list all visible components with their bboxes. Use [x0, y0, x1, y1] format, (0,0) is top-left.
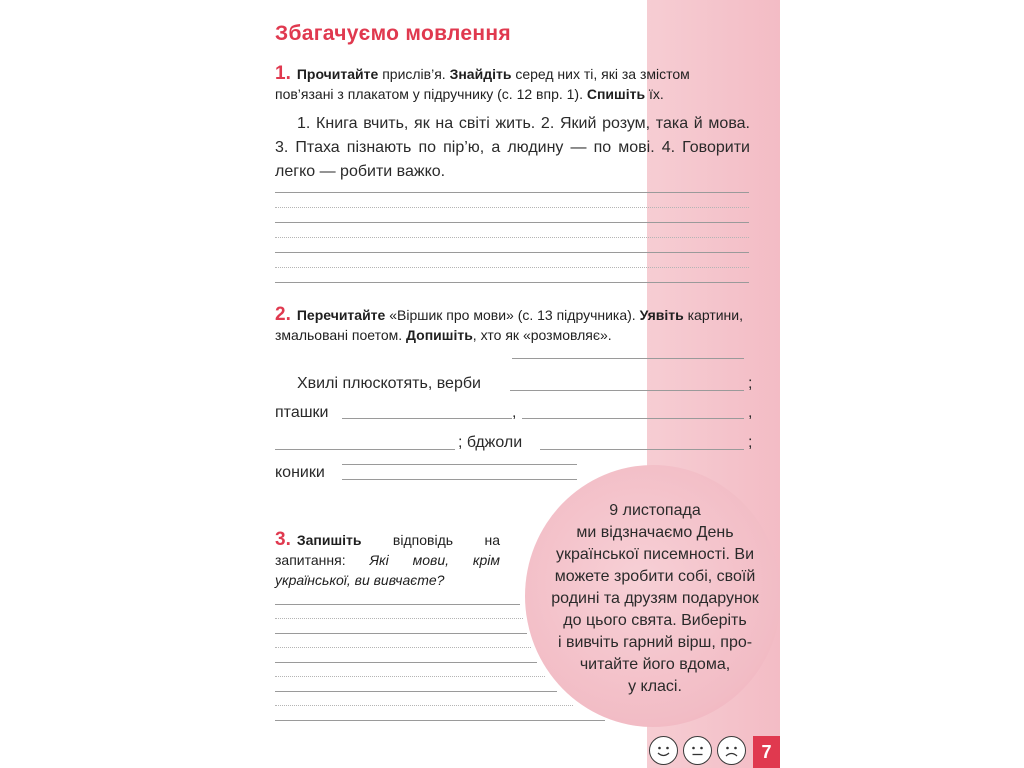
- writing-guide: [275, 207, 749, 208]
- task3-instruction-bold: Запишіть: [296, 532, 362, 548]
- writing-guide: [275, 267, 749, 268]
- self-assessment-faces: [649, 736, 759, 766]
- note-line: 9 листопада: [609, 502, 701, 519]
- line2-start: пташки: [275, 404, 329, 421]
- writing-line[interactable]: [275, 252, 749, 253]
- line2-end: ,: [748, 404, 753, 421]
- instruction-keyword: Допишіть: [406, 327, 473, 343]
- task1-proverbs: 1. Книга вчить, як на світі жить. 2. Який розум, така й мова. 3. Птаха пізнають по пір’ю, а людину — по мові. 4. Говорити легко — робити важко.: [275, 115, 750, 180]
- fill-line[interactable]: [512, 358, 744, 359]
- line3-mid: ; бджоли: [458, 434, 523, 451]
- instruction-text: картини, змальовані поетом.: [275, 307, 743, 343]
- writing-line[interactable]: [275, 222, 749, 223]
- answer-line[interactable]: [275, 633, 527, 634]
- writing-guide: [275, 705, 573, 706]
- line4-start: коники: [275, 464, 325, 481]
- answer-line[interactable]: [275, 691, 557, 692]
- task1-instruction-text: [275, 66, 690, 102]
- note-line: і вивчіть гарний вірш, про-: [557, 634, 753, 651]
- instruction-text: прислів’я.: [378, 66, 450, 82]
- note-line: у класі.: [628, 678, 682, 695]
- instruction-keyword: Уявіть: [639, 307, 684, 323]
- answer-line[interactable]: [275, 720, 605, 721]
- task3-question: Які мови, крім української, ви вивчаєте?: [275, 552, 500, 588]
- task3-instruction: [275, 530, 500, 590]
- instruction-text: їх.: [645, 86, 664, 102]
- task3-instruction-rest: відповідь на запитання:: [275, 532, 500, 568]
- line1-end: ;: [748, 375, 753, 392]
- line2-comma: ,: [512, 404, 517, 421]
- workbook-page: [242, 0, 780, 768]
- instruction-text: «Віршик про мови» (с. 13 підручника).: [385, 307, 640, 323]
- instruction-keyword: Знайдіть: [449, 66, 512, 82]
- page-number: 7: [753, 736, 780, 768]
- instruction-text: серед них ті, які за змістом пов’язані з плакатом у підручнику (с. 12 впр. 1).: [275, 66, 690, 102]
- answer-line[interactable]: [275, 604, 520, 605]
- note-line: родині та друзям подарунок: [551, 590, 759, 607]
- writing-guide: [275, 237, 749, 238]
- fill-line[interactable]: [342, 418, 512, 419]
- fill-line[interactable]: [510, 390, 744, 391]
- answer-line[interactable]: [275, 662, 537, 663]
- task1-number: 1.: [275, 63, 291, 84]
- writing-line[interactable]: [275, 282, 749, 283]
- section-title: Збагачуємо мовлення: [275, 22, 511, 45]
- note-line: ми відзначаємо День: [576, 524, 734, 541]
- note-line: читайте його вдома,: [579, 656, 731, 673]
- writing-guide: [275, 647, 531, 648]
- note-line: до цього свята. Виберіть: [563, 612, 747, 629]
- instruction-keyword: Прочитайте: [296, 66, 379, 82]
- note-line: української писемності. Ви: [556, 546, 754, 563]
- line3-end: ;: [748, 434, 753, 451]
- sad-face-icon[interactable]: [717, 736, 746, 765]
- note-line: можете зробити собі, своїй: [554, 568, 756, 585]
- smile-face-icon[interactable]: [649, 736, 678, 765]
- fill-line[interactable]: [522, 418, 744, 419]
- neutral-face-icon[interactable]: [683, 736, 712, 765]
- instruction-keyword: Перечитайте: [296, 307, 386, 323]
- fill-line[interactable]: [342, 464, 577, 465]
- instruction-text: , хто як «розмовляє».: [472, 327, 612, 343]
- task1-instruction: [275, 64, 750, 104]
- task2-instruction-text: [275, 307, 743, 343]
- writing-guide: [275, 618, 523, 619]
- fill-line[interactable]: [275, 449, 455, 450]
- fill-line[interactable]: [540, 449, 744, 450]
- line1-start: Хвилі плюскотять, верби: [297, 375, 481, 392]
- writing-guide: [275, 676, 545, 677]
- task3-number: 3.: [275, 529, 291, 550]
- writing-line[interactable]: [275, 192, 749, 193]
- task2-number: 2.: [275, 304, 291, 325]
- task2-instruction: [275, 305, 750, 345]
- instruction-keyword: Спишіть: [586, 86, 646, 102]
- circle-note-text: [542, 500, 768, 698]
- fill-line[interactable]: [342, 479, 577, 480]
